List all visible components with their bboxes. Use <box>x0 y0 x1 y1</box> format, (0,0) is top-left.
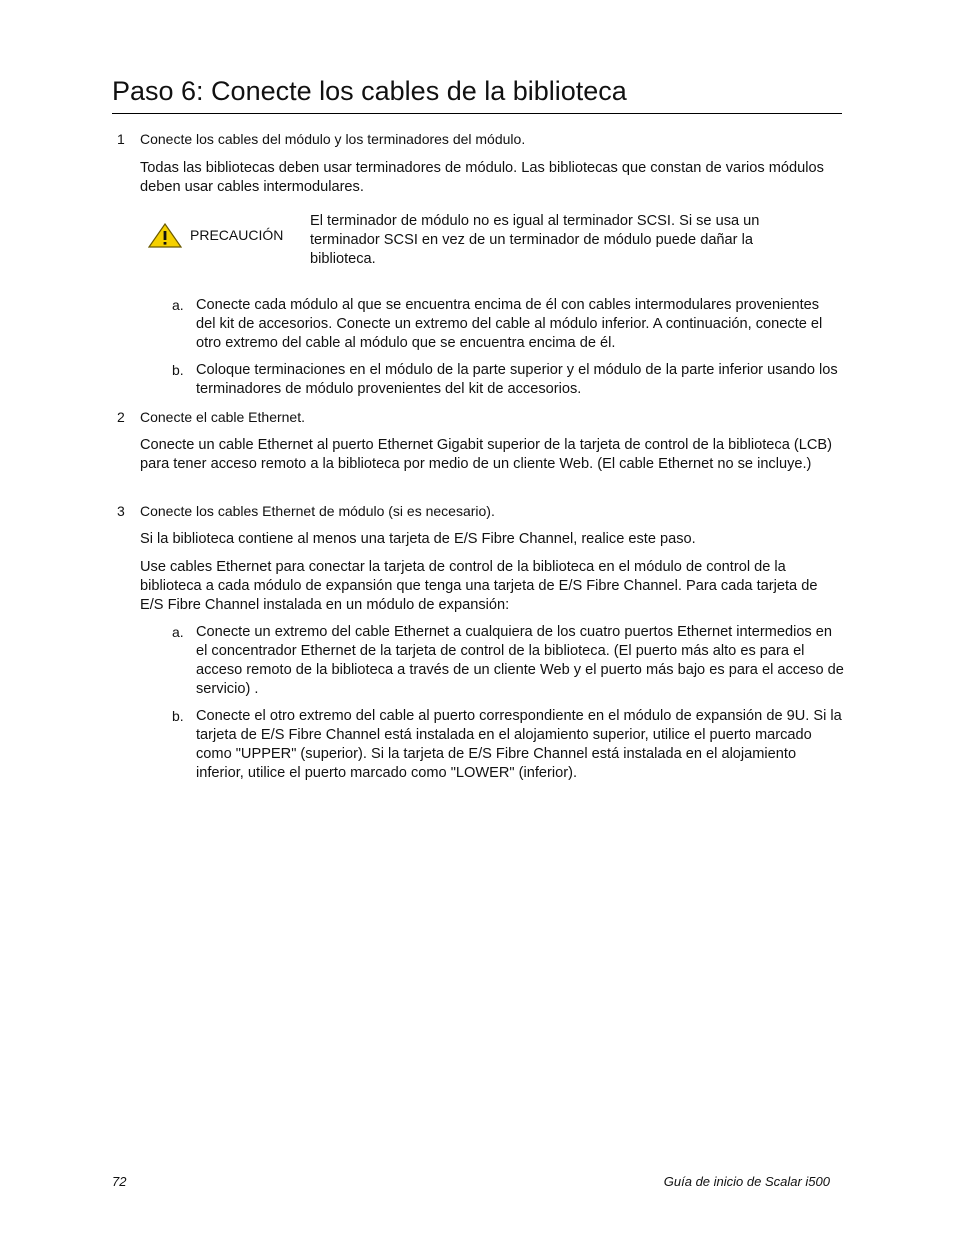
list-item: Coloque terminaciones en el módulo de la parte superior y el módulo de la parte inferior usando los terminadores de módulo provenientes del kit de accesorios. <box>196 362 838 397</box>
document-title: Guía de inicio de Scalar i500 <box>663 1174 830 1189</box>
list-marker: a. <box>172 297 184 313</box>
list-marker: a. <box>172 624 184 640</box>
step-3-para-1: Si la biblioteca contiene al menos una tarjeta de E/S Fibre Channel, realice este paso. <box>140 531 696 547</box>
warning-triangle-icon <box>148 223 182 248</box>
step-2-number: 2 <box>117 409 125 425</box>
page-title: Paso 6: Conecte los cables de la biblioteca <box>112 74 842 114</box>
step-1-intro: Todas las bibliotecas deben usar terminadores de módulo. Las bibliotecas que constan de varios módulos deben usar cables intermodulares. <box>140 160 824 195</box>
step-3-number: 3 <box>117 503 125 519</box>
list-marker: b. <box>172 708 184 724</box>
caution-label: PRECAUCIÓN <box>190 227 284 243</box>
list-item: Conecte un extremo del cable Ethernet a cualquiera de los cuatro puertos Ethernet intermedios en el concentrador Ethernet de la tarjeta de control de la biblioteca. (El puerto más alto es para el acceso remoto de la biblioteca a través de un cliente Web y el puerto más bajo es para el acceso de servicio) . <box>196 624 844 697</box>
step-3-para-2: Use cables Ethernet para conectar la tarjeta de control de la biblioteca en el módulo de control de la biblioteca a cada módulo de expansión que tenga una tarjeta de E/S Fibre Channel. Para cada tarjeta de E/S Fibre Channel instalada en un módulo de expansión: <box>140 559 818 613</box>
list-item: Conecte el otro extremo del cable al puerto correspondiente en el módulo de expansión de 9U. Si la tarjeta de E/S Fibre Channel está instalada en el alojamiento superior, utilice el puerto marcado como "UPPER" (superior). Si la tarjeta de E/S Fibre Channel está instalada en el alojamiento inferior, utilice el puerto marcado como "LOWER" (inferior). <box>196 708 842 781</box>
step-1-heading: Conecte los cables del módulo y los terminadores del módulo. <box>140 131 526 147</box>
step-3-heading: Conecte los cables Ethernet de módulo (si es necesario). <box>140 503 495 519</box>
list-item: Conecte cada módulo al que se encuentra encima de él con cables intermodulares provenientes del kit de accesorios. Conecte un extremo del cable al módulo inferior. A continuación, conecte el otro extremo del cable al módulo que se encuentra encima de él. <box>196 297 823 351</box>
list-marker: b. <box>172 362 184 378</box>
page-number: 72 <box>112 1174 127 1189</box>
caution-text: El terminador de módulo no es igual al terminador SCSI. Si se usa un terminador SCSI en vez de un terminador de módulo puede dañar la biblioteca. <box>310 213 760 267</box>
step-2-body: Conecte un cable Ethernet al puerto Ethernet Gigabit superior de la tarjeta de control de la biblioteca (LCB) para tener acceso remoto a la biblioteca por medio de un cliente Web. (El cable Ethernet no se incluye.) <box>140 437 832 472</box>
step-2-heading: Conecte el cable Ethernet. <box>140 409 305 425</box>
step-1-number: 1 <box>117 131 125 147</box>
